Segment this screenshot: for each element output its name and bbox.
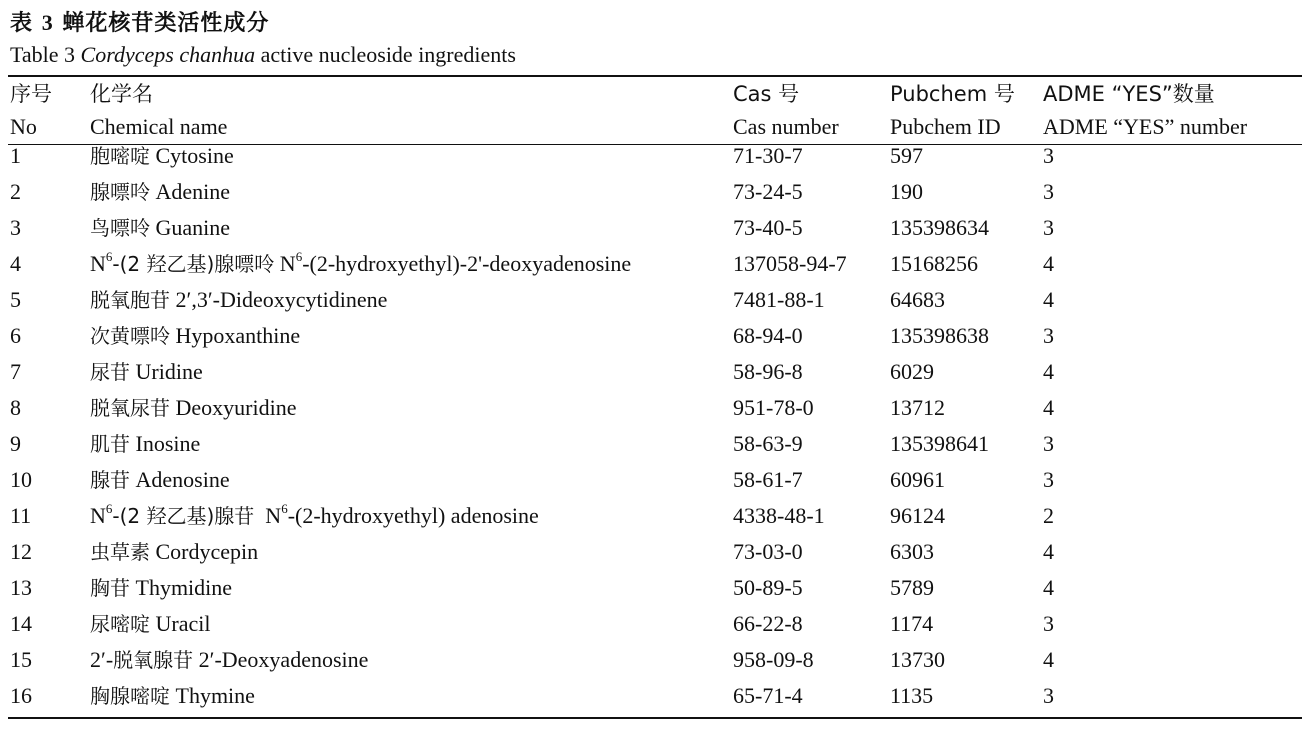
row-adme: 4 (1043, 575, 1054, 600)
table-row (0, 174, 1312, 210)
table-row (0, 642, 1312, 678)
row-pubchem: 5789 (890, 575, 934, 600)
row-no: 14 (10, 611, 32, 636)
row-no: 12 (10, 539, 32, 564)
row-cas: 71-30-7 (733, 143, 803, 168)
name-en: -(2-hydroxyethyl) adenosine (287, 503, 539, 528)
name-zh: 胸苷 (90, 576, 130, 600)
name-en: 2′-Deoxyadenosine (198, 647, 369, 672)
name-prefix: 2′- (90, 647, 114, 672)
name-zh: 次黄嘌呤 (90, 324, 170, 348)
row-no: 6 (10, 323, 21, 348)
table-label-zh: 表 (10, 11, 34, 36)
row-adme: 4 (1043, 287, 1054, 312)
header-name-en: Chemical name (90, 114, 228, 139)
row-no: 16 (10, 683, 32, 708)
row-no: 2 (10, 179, 21, 204)
table-title-text-zh: 蝉花核苷类活性成分 (62, 11, 270, 36)
row-adme: 4 (1043, 395, 1054, 420)
table-title-prefix: Table 3 (10, 42, 76, 67)
row-no: 13 (10, 575, 32, 600)
name-en: Cytosine (155, 143, 234, 168)
name-en: Uridine (135, 359, 203, 384)
table-row (0, 570, 1312, 606)
name-zh: 脱氧腺苷 (113, 648, 194, 672)
row-pubchem: 60961 (890, 467, 945, 492)
header-cas-zh: Cas 号 (733, 82, 800, 106)
table-row (0, 354, 1312, 390)
row-no: 1 (10, 143, 21, 168)
row-name (90, 642, 368, 678)
row-cas: 58-96-8 (733, 359, 803, 384)
name-zh: 脱氧尿苷 (90, 396, 170, 420)
row-adme: 3 (1043, 431, 1054, 456)
row-no: 11 (10, 503, 32, 528)
row-name (90, 174, 230, 210)
row-name (90, 138, 234, 174)
name-zh: 尿嘧啶 (90, 612, 150, 636)
row-adme: 3 (1043, 683, 1054, 708)
table-row (0, 606, 1312, 642)
row-cas: 58-61-7 (733, 467, 803, 492)
table-row (0, 462, 1312, 498)
row-cas: 58-63-9 (733, 431, 803, 456)
name-en: Adenosine (135, 467, 230, 492)
row-adme: 4 (1043, 359, 1054, 384)
row-no: 10 (10, 467, 32, 492)
header-row-zh (0, 76, 1312, 112)
name-zh: 胸腺嘧啶 (90, 684, 170, 708)
species-name: Cordyceps chanhua (80, 42, 256, 67)
name-en: Uracil (155, 611, 211, 636)
row-pubchem: 96124 (890, 503, 945, 528)
name-zh: 虫草素 (90, 540, 150, 564)
header-pubchem-zh: Pubchem 号 (890, 82, 1015, 106)
name-zh: -(2 羟乙基)腺嘌呤 (112, 252, 275, 276)
row-name (90, 534, 258, 570)
name-zh: 腺嘌呤 (90, 180, 150, 204)
row-pubchem: 64683 (890, 287, 945, 312)
name-en: Cordycepin (155, 539, 259, 564)
name-en: Thymine (175, 683, 255, 708)
name-en: 2′,3′-Dideoxycytidinene (175, 287, 388, 312)
row-name (90, 354, 203, 390)
name-zh: 鸟嘌呤 (90, 216, 150, 240)
table-number: 3 (41, 10, 54, 35)
row-pubchem: 6029 (890, 359, 934, 384)
header-adme-zh: ADME “YES”数量 (1043, 82, 1215, 106)
row-cas: 7481-88-1 (733, 287, 825, 312)
table-row (0, 678, 1312, 714)
name-zh: 腺苷 (90, 468, 130, 492)
superscript: 6 (105, 500, 113, 516)
superscript: 6 (295, 248, 303, 264)
row-no: 8 (10, 395, 21, 420)
name-zh: 肌苷 (90, 432, 130, 456)
row-cas: 73-40-5 (733, 215, 803, 240)
row-cas: 66-22-8 (733, 611, 803, 636)
row-adme: 4 (1043, 539, 1054, 564)
row-name (90, 318, 300, 354)
name-en: Hypoxanthine (175, 323, 301, 348)
table-title-en (10, 40, 516, 70)
name-en: Deoxyuridine (175, 395, 297, 420)
row-name (90, 678, 255, 714)
row-no: 4 (10, 251, 21, 276)
row-cas: 68-94-0 (733, 323, 803, 348)
name-zh: -(2 羟乙基)腺苷 (112, 504, 255, 528)
row-cas: 958-09-8 (733, 647, 814, 672)
table-title-zh (10, 8, 269, 39)
table-row (0, 246, 1312, 282)
row-pubchem: 15168256 (890, 251, 978, 276)
row-cas: 4338-48-1 (733, 503, 825, 528)
row-pubchem: 6303 (890, 539, 934, 564)
name-zh: 尿苷 (90, 360, 130, 384)
header-pubchem-en: Pubchem ID (890, 114, 1001, 139)
header-cas-en: Cas number (733, 114, 839, 139)
table-row (0, 282, 1312, 318)
row-adme: 4 (1043, 647, 1054, 672)
row-pubchem: 135398641 (890, 431, 989, 456)
table-row (0, 318, 1312, 354)
row-adme: 2 (1043, 503, 1054, 528)
table-row (0, 498, 1312, 534)
name-en: -(2-hydroxyethyl)-2'-deoxyadenosine (302, 251, 632, 276)
name-en: Adenine (155, 179, 231, 204)
header-adme-en: ADME “YES” number (1043, 114, 1248, 139)
header-no-zh: 序号 (10, 82, 52, 106)
row-name (90, 210, 230, 246)
table-row (0, 426, 1312, 462)
name-en: Thymidine (135, 575, 233, 600)
row-cas: 73-03-0 (733, 539, 803, 564)
row-no: 7 (10, 359, 21, 384)
row-name (90, 390, 296, 426)
row-no: 15 (10, 647, 32, 672)
name-en: Inosine (135, 431, 201, 456)
row-pubchem: 13712 (890, 395, 945, 420)
table-row (0, 534, 1312, 570)
row-adme: 4 (1043, 251, 1054, 276)
row-adme: 3 (1043, 467, 1054, 492)
row-name: $N^6-(2$ 羟乙基)腺嘌呤 $N^6-(2-hydroxyethyl)-2'$-deoxyadenosine (90, 248, 632, 276)
row-adme: 3 (1043, 215, 1054, 240)
table-title-suffix: active nucleoside ingredients (260, 42, 516, 67)
row-pubchem: 1135 (890, 683, 934, 708)
row-pubchem: 190 (890, 179, 923, 204)
table-row (0, 210, 1312, 246)
row-pubchem: 1174 (890, 611, 934, 636)
row-name (90, 462, 230, 498)
row-cas: 73-24-5 (733, 179, 803, 204)
row-cas: 137058-94-7 (733, 251, 847, 276)
row-no: 9 (10, 431, 21, 456)
header-name-zh: 化学名 (90, 82, 153, 106)
row-pubchem: 135398634 (890, 215, 989, 240)
table-row (0, 138, 1312, 174)
name-zh: 胞嘧啶 (90, 144, 150, 168)
row-name (90, 426, 200, 462)
row-pubchem: 13730 (890, 647, 945, 672)
row-name (90, 570, 232, 606)
row-cas: 951-78-0 (733, 395, 814, 420)
row-no: 3 (10, 215, 21, 240)
row-adme: 3 (1043, 143, 1054, 168)
bottom-rule (8, 717, 1302, 719)
row-cas: 65-71-4 (733, 683, 803, 708)
row-pubchem: 135398638 (890, 323, 989, 348)
name-en: Guanine (155, 215, 231, 240)
superscript: 6 (105, 248, 113, 264)
table-row (0, 390, 1312, 426)
row-name (90, 282, 387, 318)
row-name (90, 606, 210, 642)
superscript: 6 (281, 500, 288, 516)
row-pubchem: 597 (890, 143, 923, 168)
row-no: 5 (10, 287, 21, 312)
row-adme: 3 (1043, 323, 1054, 348)
row-adme: 3 (1043, 611, 1054, 636)
row-adme: 3 (1043, 179, 1054, 204)
row-name: $N^6-(2$ 羟乙基)腺苷 $N^6-(2-hydroxyethyl)$ adenosine (90, 500, 539, 528)
header-no-en: No (10, 114, 37, 139)
name-zh: 脱氧胞苷 (90, 288, 170, 312)
row-cas: 50-89-5 (733, 575, 803, 600)
